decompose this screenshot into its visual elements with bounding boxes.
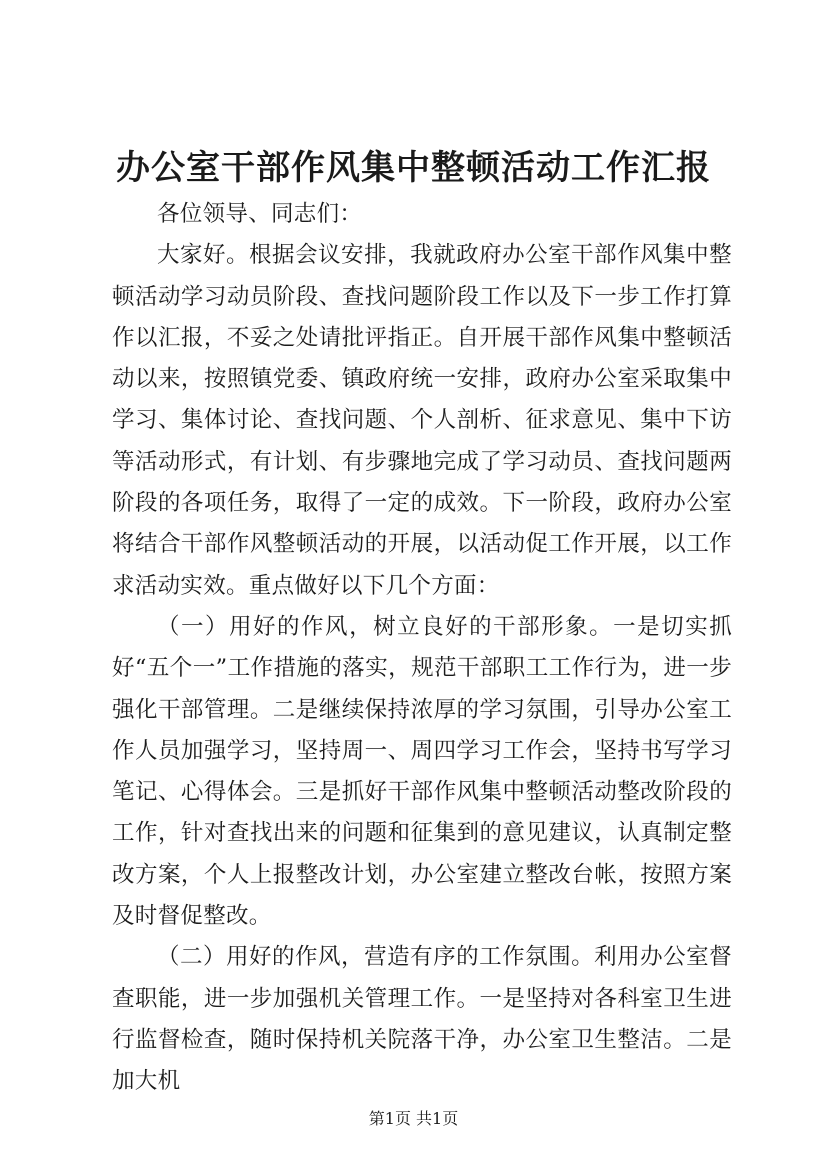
paragraph-section-2: （二）用好的作风，营造有序的工作氛围。利用办公室督查职能，进一步加强机关管理工作。一是坚持对各科室卫生进行监督检查，随时保持机关院落干净，办公室卫生整洁。二是加大机 <box>112 944 732 1095</box>
document-body <box>112 194 732 1103</box>
salutation: 各位领导、同志们： <box>157 201 363 227</box>
document-title: 办公室干部作风集中整顿活动工作汇报 <box>116 148 711 188</box>
paragraph-intro: 大家好。根据会议安排，我就政府办公室干部作风集中整顿活动学习动员阶段、查找问题阶段工作以及下一步工作打算作以汇报，不妥之处请批评指正。自开展干部作风集中整顿活动以来，按照镇党委、镇政府统一安排，政府办公室采取集中学习、集体讨论、查找问题、个人剖析、征求意见、集中下访等活动形式，有计划、有步骤地完成了学习动员、查找问题两阶段的各项任务，取得了一定的成效。下一阶段，政府办公室将结合干部作风整顿活动的开展，以活动促工作开展，以工作求活动实效。重点做好以下几个方面： <box>112 242 732 599</box>
page-number-footer: 第1页 共1页 <box>368 1109 459 1128</box>
paragraph-section-1: （一）用好的作风，树立良好的干部形象。一是切实抓好“五个一”工作措施的落实，规范干部职工工作行为，进一步强化干部管理。二是继续保持浓厚的学习氛围，引导办公室工作人员加强学习，坚持周一、周四学习工作会，坚持书写学习笔记、心得体会。三是抓好干部作风集中整顿活动整改阶段的工作，针对查找出来的问题和征集到的意见建议，认真制定整改方案，个人上报整改计划，办公室建立整改台帐，按照方案及时督促整改。 <box>112 613 732 930</box>
